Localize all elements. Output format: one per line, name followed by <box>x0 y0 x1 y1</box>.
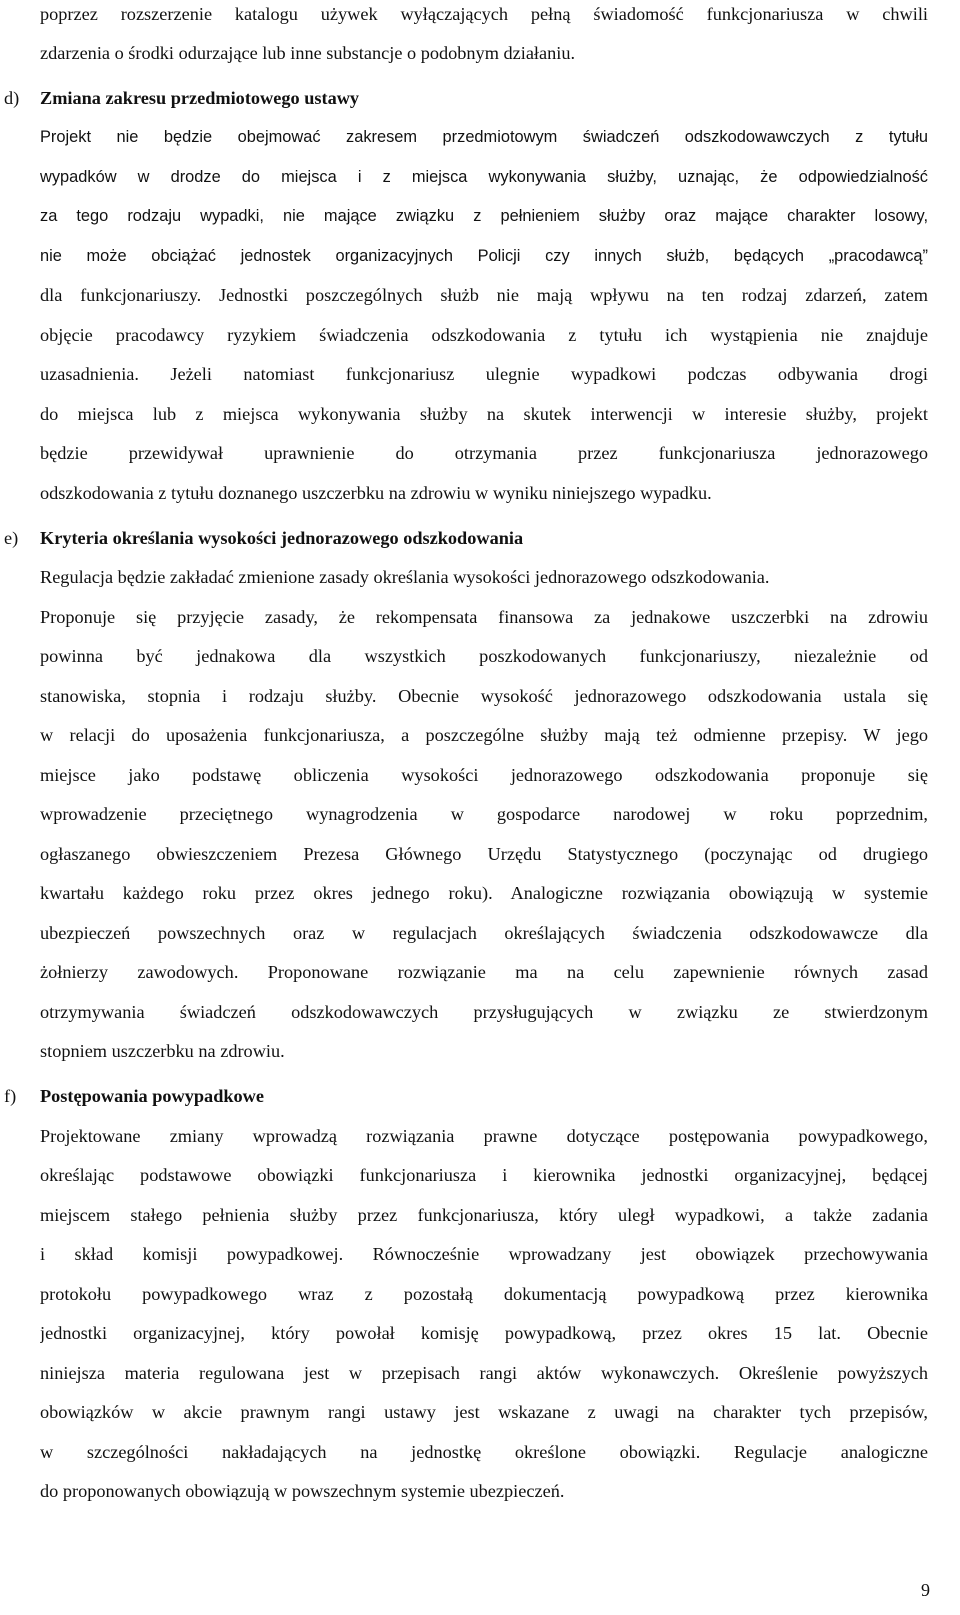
section-d-line-10: odszkodowania z tytułu doznanego uszczerbku na zdrowiu w wyniku niniejszego wypadku. <box>40 483 712 503</box>
section-f-line-3: miejscem stałego pełnienia służby przez funkcjonariusza, który uległ wypadkowi, a także zadania <box>40 1205 928 1225</box>
section-d-line-7: uzasadnienia. Jeżeli natomiast funkcjonariusz ulegnie wypadkowi podczas odbywania drogi <box>40 364 928 384</box>
section-e-line-13: stopniem uszczerbku na zdrowiu. <box>40 1041 285 1061</box>
section-f-line-9: w szczególności nakładających na jednostkę określone obowiązki. Regulacje analogiczne <box>40 1442 928 1462</box>
section-d-line-3: za tego rodzaju wypadki, nie mające związku z pełnieniem służby oraz mające charakter losowy, <box>40 207 928 225</box>
section-d-line-4: nie może obciążać jednostek organizacyjnych Policji czy innych służb, będących „pracodawcą” <box>40 247 928 265</box>
intro-line-1: poprzez rozszerzenie katalogu używek wyłączających pełną świadomość funkcjonariusza w chwili <box>40 4 928 24</box>
section-f-line-2: określając podstawowe obowiązki funkcjonariusza i kierownika jednostki organizacyjnej, będącej <box>40 1165 928 1185</box>
section-e-line-1: Regulacja będzie zakładać zmienione zasady określania wysokości jednorazowego odszkodowania. <box>40 567 770 587</box>
section-d-line-5: dla funkcjonariuszy. Jednostki poszczególnych służb nie mają wpływu na ten rodzaj zdarzeń, zatem <box>40 285 928 305</box>
page-number: 9 <box>921 1580 930 1600</box>
section-d-line-1: Projekt nie będzie obejmować zakresem przedmiotowym świadczeń odszkodowawczych z tytułu <box>40 128 928 146</box>
section-e-line-10: ubezpieczeń powszechnych oraz w regulacjach określających świadczenia odszkodowawcze dla <box>40 923 928 943</box>
section-f-line-10: do proponowanych obowiązują w powszechnym systemie ubezpieczeń. <box>40 1481 565 1501</box>
section-d-line-9: będzie przewidywał uprawnienie do otrzymania przez funkcjonariusza jednorazowego <box>40 443 928 463</box>
section-d-line-2: wypadków w drodze do miejsca i z miejsca wykonywania służby, uznając, że odpowiedzialność <box>40 168 928 186</box>
section-d-heading: Zmiana zakresu przedmiotowego ustawy <box>40 88 360 108</box>
section-e-line-8: ogłaszanego obwieszczeniem Prezesa Głównego Urzędu Statystycznego (poczynając od drugiego <box>40 844 928 864</box>
section-f-line-7: niniejsza materia regulowana jest w przepisach rangi aktów wykonawczych. Określenie powyższych <box>40 1363 928 1383</box>
section-e-heading: Kryteria określania wysokości jednorazowego odszkodowania <box>40 528 524 548</box>
section-f-marker: f) <box>4 1086 17 1106</box>
section-e-line-6: miejsce jako podstawę obliczenia wysokości jednorazowego odszkodowania proponuje się <box>40 765 928 785</box>
section-f-line-5: protokołu powypadkowego wraz z pozostałą dokumentacją powypadkową przez kierownika <box>40 1284 928 1304</box>
section-d-line-8: do miejsca lub z miejsca wykonywania służby na skutek interwencji w interesie służby, projekt <box>40 404 928 424</box>
section-e-line-12: otrzymywania świadczeń odszkodowawczych przysługujących w związku ze stwierdzonym <box>40 1002 928 1022</box>
section-f-line-8: obowiązków w akcie prawnym rangi ustawy jest wskazane z uwagi na charakter tych przepisów, <box>40 1402 928 1422</box>
section-f-line-4: i skład komisji powypadkowej. Równocześnie wprowadzany jest obowiązek przechowywania <box>40 1244 928 1264</box>
section-f-heading: Postępowania powypadkowe <box>40 1086 264 1106</box>
section-e-line-11: żołnierzy zawodowych. Proponowane rozwiązanie ma na celu zapewnienie równych zasad <box>40 962 928 982</box>
section-e-line-9: kwartału każdego roku przez okres jednego roku). Analogiczne rozwiązania obowiązują w systemie <box>40 883 928 903</box>
section-e-line-2: Proponuje się przyjęcie zasady, że rekompensata finansowa za jednakowe uszczerbki na zdrowiu <box>40 607 928 627</box>
section-d-line-6: objęcie pracodawcy ryzykiem świadczenia odszkodowania z tytułu ich wystąpienia nie znajduje <box>40 325 928 345</box>
section-e-line-3: powinna być jednakowa dla wszystkich poszkodowanych funkcjonariuszy, niezależnie od <box>40 646 928 666</box>
section-d-marker: d) <box>4 88 20 108</box>
intro-line-2: zdarzenia o środki odurzające lub inne substancje o podobnym działaniu. <box>40 43 576 63</box>
section-e-line-5: w relacji do uposażenia funkcjonariusza, a poszczególne służby mają też odmienne przepisy. W jego <box>40 725 928 745</box>
section-e-line-7: wprowadzenie przeciętnego wynagrodzenia w gospodarce narodowej w roku poprzednim, <box>40 804 928 824</box>
section-e-line-4: stanowiska, stopnia i rodzaju służby. Obecnie wysokość jednorazowego odszkodowania ustala się <box>40 686 928 706</box>
section-e-marker: e) <box>4 528 19 548</box>
section-f-line-6: jednostki organizacyjnej, który powołał komisję powypadkową, przez okres 15 lat. Obecnie <box>40 1323 928 1343</box>
section-f-line-1: Projektowane zmiany wprowadzą rozwiązania prawne dotyczące postępowania powypadkowego, <box>40 1126 928 1146</box>
